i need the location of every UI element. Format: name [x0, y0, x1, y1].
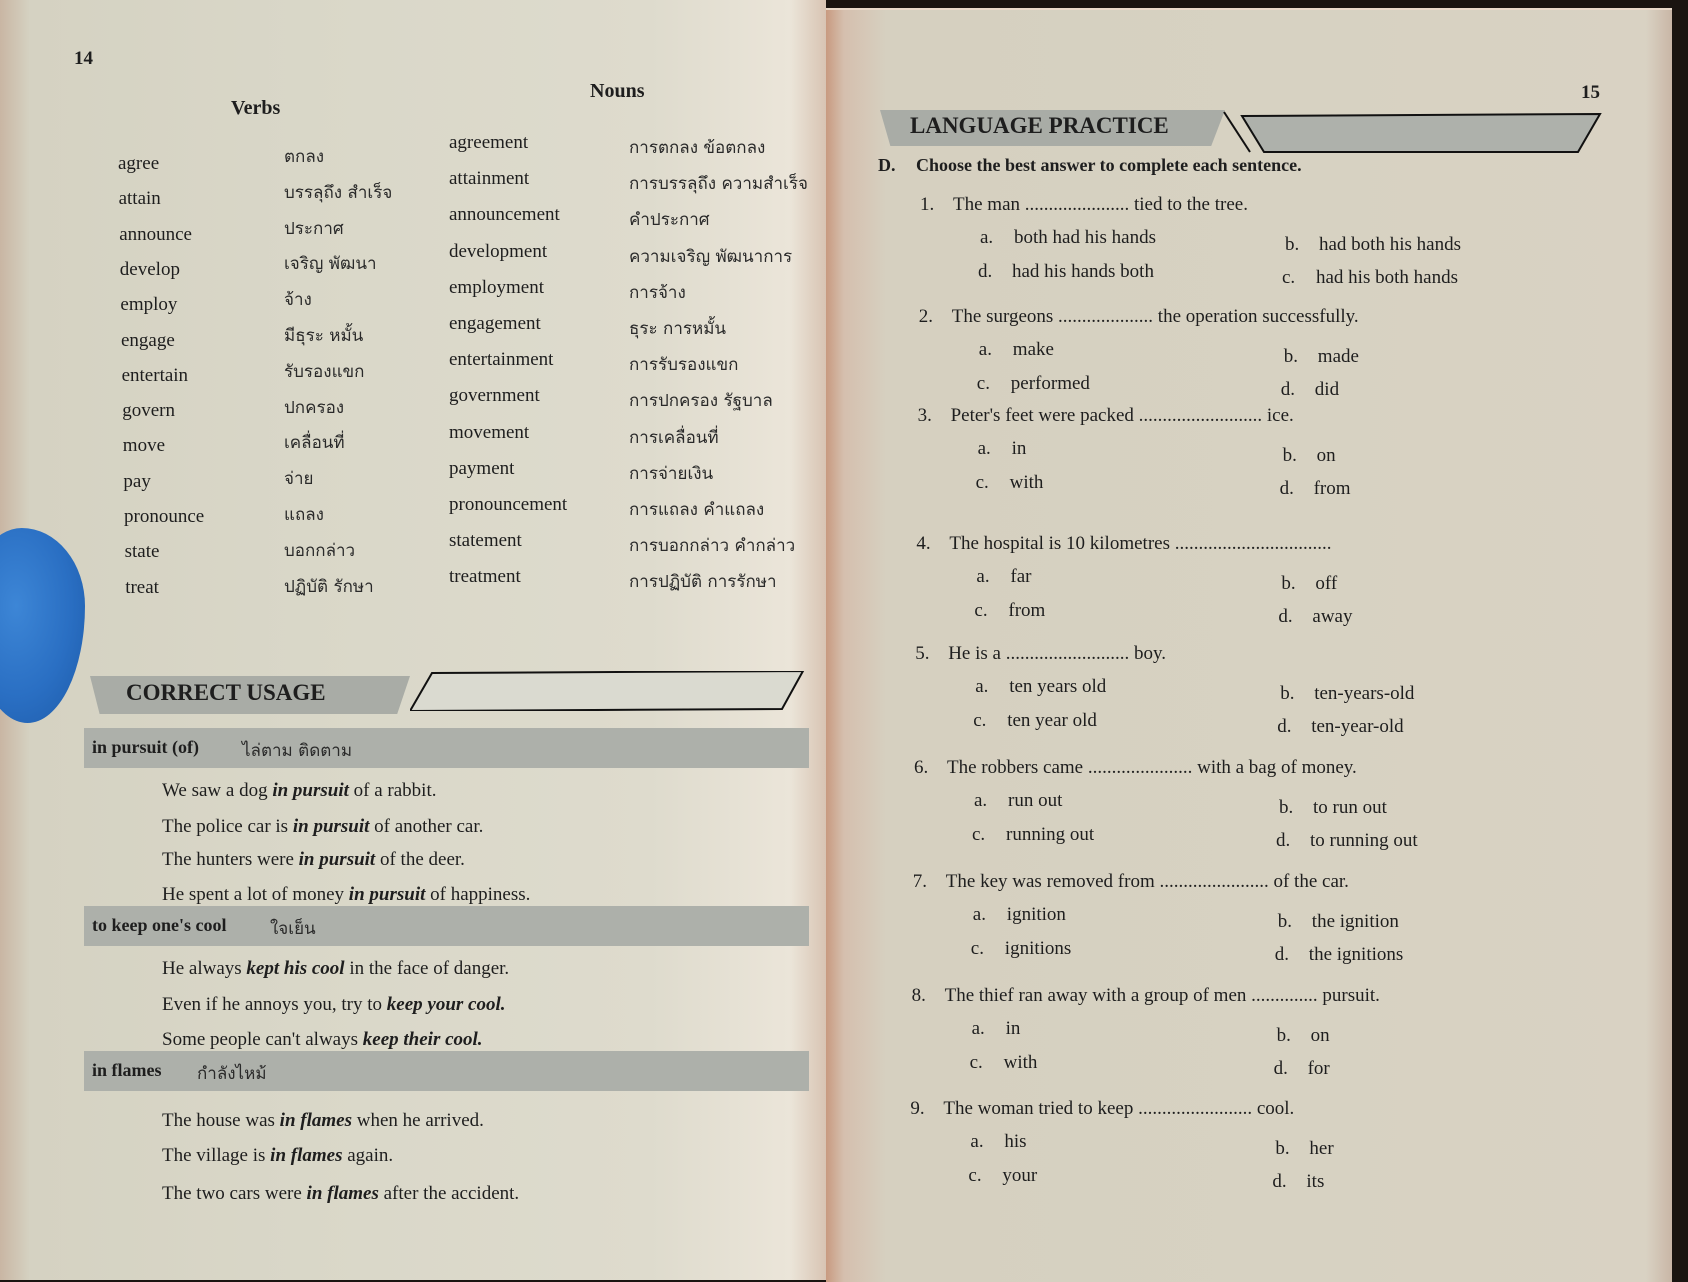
option-text: on — [1316, 445, 1336, 466]
option-text: make — [1012, 339, 1054, 360]
question-text: The surgeons .................... the operation successfully. — [951, 306, 1359, 327]
answer-option[interactable] — [1282, 267, 1458, 289]
verb-thai: ประกาศ — [284, 218, 344, 239]
answer-option[interactable] — [1278, 606, 1352, 628]
option-letter: c. — [973, 710, 987, 731]
exercise-letter: D. — [878, 155, 896, 175]
verb-word: agree — [118, 153, 160, 174]
option-text: ignition — [1006, 904, 1066, 925]
answer-option[interactable] — [1272, 1171, 1324, 1193]
option-text: ten years old — [1009, 676, 1107, 697]
banner-decoration-right — [1222, 110, 1602, 156]
option-text: performed — [1010, 373, 1090, 394]
option-letter: a. — [976, 566, 990, 587]
option-letter: d. — [1273, 1058, 1288, 1079]
option-text: had his both hands — [1316, 267, 1458, 288]
verb-thai: มีธุระ หมั้น — [284, 326, 364, 346]
verb-thai: จ้าง — [284, 290, 312, 311]
option-text: his — [1004, 1131, 1027, 1152]
answer-option[interactable] — [1280, 683, 1414, 705]
noun-thai: การปกครอง รัฐบาล — [629, 391, 773, 412]
noun-thai: การบรรลุถึง ความสำเร็จ — [629, 174, 808, 195]
example-text: The police car is — [162, 816, 293, 837]
example-text: in the face of danger. — [344, 958, 510, 979]
question-number: 7. — [912, 871, 928, 892]
answer-option[interactable] — [972, 1018, 1021, 1040]
option-letter: d. — [1280, 379, 1296, 400]
example-emphasis: keep your cool. — [386, 994, 506, 1015]
option-text: running out — [1006, 824, 1095, 845]
noun-thai: การตกลง ข้อตกลง — [629, 138, 766, 158]
option-text: with — [1009, 472, 1044, 493]
option-text: far — [1010, 566, 1032, 587]
answer-option[interactable] — [975, 676, 1106, 698]
option-text: from — [1008, 600, 1046, 621]
option-letter: c. — [1282, 267, 1296, 288]
answer-option[interactable] — [973, 710, 1097, 732]
noun-thai: ธุระ การหมั้น — [629, 319, 727, 339]
answer-option[interactable] — [978, 261, 1154, 283]
idiom-thai: ใจเย็น — [270, 919, 316, 939]
option-letter: b. — [1279, 797, 1294, 818]
answer-option[interactable] — [968, 1165, 1037, 1187]
verb-word: announce — [119, 223, 192, 245]
language-practice-title: LANGUAGE PRACTICE — [910, 113, 1169, 138]
idiom-phrase: to keep one's cool — [92, 915, 227, 935]
option-text: your — [1002, 1165, 1038, 1186]
example-emphasis: in pursuit — [298, 849, 376, 870]
option-letter: c. — [972, 824, 986, 845]
question-text: The robbers came ...................... with a bag of money. — [947, 757, 1357, 778]
answer-option[interactable] — [974, 790, 1062, 812]
noun-word: treatment — [449, 566, 521, 588]
option-letter: d. — [1278, 606, 1293, 627]
question-text: He is a .......................... boy. — [948, 643, 1166, 664]
example-sentence — [162, 1145, 393, 1167]
correct-usage-title: CORRECT USAGE — [126, 680, 326, 705]
option-letter: c. — [976, 373, 990, 394]
nouns-header: Nouns — [590, 80, 645, 102]
banner-decoration — [410, 671, 805, 711]
option-letter: a. — [980, 227, 994, 248]
option-letter: b. — [1281, 573, 1296, 594]
option-text: both had his hands — [1014, 227, 1156, 248]
verb-word: attain — [118, 188, 161, 210]
verb-word: develop — [119, 258, 180, 280]
option-text: off — [1315, 573, 1338, 594]
noun-word: development — [449, 240, 548, 262]
answer-option[interactable] — [977, 373, 1090, 395]
answer-option[interactable] — [1280, 478, 1351, 500]
option-letter: d. — [978, 261, 993, 282]
option-letter: b. — [1275, 1138, 1290, 1159]
option-letter: c. — [969, 1052, 983, 1073]
page-number-right: 15 — [1581, 82, 1600, 103]
answer-option[interactable] — [972, 824, 1094, 846]
example-emphasis: in flames — [279, 1110, 352, 1131]
option-letter: d. — [1279, 478, 1294, 499]
question-number: 2. — [918, 306, 934, 327]
verb-thai: บอกกล่าว — [284, 540, 356, 561]
example-text: when he arrived. — [351, 1110, 484, 1131]
option-text: ten year old — [1007, 710, 1097, 731]
noun-word: employment — [449, 276, 544, 298]
answer-option[interactable] — [974, 600, 1045, 622]
option-letter: a. — [974, 790, 988, 811]
option-text: in — [1011, 438, 1027, 459]
answer-option[interactable] — [1284, 346, 1359, 368]
noun-word: government — [449, 385, 540, 407]
noun-thai: การเคลื่อนที่ — [629, 427, 719, 448]
verb-word: state — [124, 541, 160, 563]
noun-thai: การรับรองแขก — [629, 355, 739, 376]
option-letter: c. — [970, 938, 984, 959]
example-text: after the accident. — [378, 1183, 520, 1204]
verb-word: pay — [123, 470, 151, 492]
option-text: her — [1309, 1138, 1334, 1159]
question-text: The thief ran away with a group of men .............. pursuit. — [944, 985, 1380, 1006]
question-text: The man ...................... tied to the tree. — [953, 194, 1248, 215]
verb-word: entertain — [121, 364, 189, 386]
answer-option[interactable] — [1283, 445, 1336, 467]
option-text: for — [1307, 1058, 1330, 1079]
noun-thai: การปฏิบัติ การรักษา — [629, 572, 777, 593]
option-letter: c. — [968, 1165, 982, 1186]
option-letter: b. — [1285, 234, 1300, 255]
example-text: The two cars were — [162, 1183, 307, 1204]
answer-option[interactable] — [1279, 797, 1387, 819]
question-number: 8. — [911, 985, 926, 1006]
answer-option[interactable] — [978, 438, 1027, 460]
verb-thai: ปฏิบัติ รักษา — [284, 576, 374, 597]
option-text: ten-years-old — [1314, 683, 1415, 704]
verb-thai: ปกครอง — [284, 397, 345, 418]
example-emphasis: in pursuit — [292, 816, 370, 837]
option-text: on — [1310, 1025, 1330, 1046]
option-text: ignitions — [1004, 938, 1072, 959]
example-text: The house was — [162, 1110, 280, 1131]
answer-option[interactable] — [1276, 830, 1418, 852]
example-sentence — [162, 1110, 484, 1132]
verb-thai: เคลื่อนที่ — [284, 433, 345, 454]
answer-option[interactable] — [1275, 944, 1403, 966]
answer-option[interactable] — [970, 1052, 1038, 1074]
example-emphasis: in pursuit — [348, 884, 426, 905]
option-text: to running out — [1310, 830, 1418, 851]
noun-thai: ความเจริญ พัฒนาการ — [629, 246, 793, 267]
option-text: run out — [1008, 790, 1063, 811]
example-text: again. — [342, 1145, 394, 1166]
option-text: the ignition — [1311, 911, 1399, 932]
example-text: of happiness. — [425, 884, 531, 905]
option-text: to run out — [1313, 797, 1387, 818]
noun-word: attainment — [449, 168, 530, 190]
answer-option[interactable] — [971, 938, 1072, 960]
example-sentence — [162, 884, 530, 906]
exercise-instruction: Choose the best answer to complete each sentence. — [916, 155, 1302, 175]
verb-thai: เจริญ พัฒนา — [284, 254, 377, 275]
question-number: 9. — [910, 1098, 925, 1119]
option-text: in — [1005, 1018, 1021, 1039]
option-text: ten-year-old — [1311, 716, 1404, 737]
verb-thai: บรรลุถึง สำเร็จ — [284, 182, 393, 203]
question-number: 3. — [917, 405, 932, 426]
noun-word: statement — [449, 530, 522, 552]
question-text: The woman tried to keep ........................ cool. — [943, 1098, 1295, 1119]
left-page — [0, 0, 826, 1280]
option-letter: b. — [1276, 1025, 1291, 1046]
question-number: 5. — [915, 643, 930, 664]
answer-option[interactable] — [979, 339, 1054, 361]
option-text: had both his hands — [1319, 234, 1461, 255]
verb-word: treat — [125, 576, 159, 598]
noun-thai: การจ้าง — [629, 282, 686, 303]
idiom-phrase: in flames — [92, 1060, 162, 1080]
verb-word: pronounce — [124, 506, 205, 527]
example-emphasis: in flames — [306, 1183, 379, 1204]
verb-word: employ — [120, 294, 178, 316]
example-text: of a rabbit. — [348, 780, 437, 801]
noun-thai: การจ่ายเงิน — [629, 463, 714, 484]
option-letter: a. — [972, 904, 986, 925]
example-sentence — [162, 780, 436, 802]
verb-word: govern — [122, 400, 175, 422]
question-number: 6. — [914, 757, 929, 778]
answer-option[interactable] — [976, 472, 1044, 494]
verb-word: move — [122, 435, 166, 457]
noun-word: engagement — [449, 313, 541, 334]
example-sentence — [162, 816, 483, 838]
option-letter: d. — [1277, 716, 1292, 737]
option-letter: b. — [1282, 445, 1297, 466]
question-text: The key was removed from ....................... of the car. — [945, 871, 1349, 892]
noun-word: movement — [449, 421, 530, 443]
question-number: 4. — [916, 533, 931, 554]
example-sentence — [162, 994, 506, 1016]
idiom-bar — [84, 1051, 809, 1091]
verb-word: engage — [121, 329, 175, 351]
example-text: He spent a lot of money — [162, 884, 349, 905]
example-text: The hunters were — [162, 849, 299, 870]
verb-thai: จ่าย — [284, 469, 314, 490]
answer-option[interactable] — [1275, 1138, 1333, 1160]
example-emphasis: in flames — [270, 1145, 343, 1166]
verb-thai: ตกลง — [284, 147, 325, 167]
option-letter: b. — [1277, 911, 1293, 932]
option-text: the ignitions — [1308, 944, 1404, 965]
verb-thai: แถลง — [284, 505, 324, 525]
option-letter: a. — [975, 676, 989, 697]
noun-thai: การบอกกล่าว คำกล่าว — [629, 536, 796, 557]
answer-option[interactable] — [1281, 379, 1339, 401]
answer-option[interactable] — [1277, 716, 1403, 738]
idiom-phrase: in pursuit (of) — [92, 737, 200, 757]
example-sentence — [162, 849, 465, 871]
answer-option[interactable] — [973, 904, 1066, 926]
option-letter: a. — [970, 1131, 984, 1152]
noun-word: entertainment — [449, 349, 554, 371]
option-text: with — [1003, 1052, 1038, 1073]
option-letter: c. — [975, 472, 989, 493]
answer-option[interactable] — [970, 1131, 1026, 1153]
verbs-header: Verbs — [231, 97, 281, 119]
option-letter: a. — [978, 339, 992, 360]
option-letter: b. — [1283, 346, 1299, 367]
example-text: Even if he annoys you, try to — [162, 994, 387, 1015]
noun-word: payment — [449, 457, 515, 479]
example-text: He always — [162, 958, 247, 979]
thumb-glove — [0, 528, 85, 723]
answer-option[interactable] — [1278, 911, 1399, 933]
answer-option[interactable] — [980, 227, 1156, 249]
answer-option[interactable] — [976, 566, 1031, 588]
verb-thai: รับรองแขก — [284, 361, 365, 382]
noun-word: announcement — [449, 204, 560, 226]
answer-option[interactable] — [1277, 1025, 1330, 1047]
example-text: Some people can't always — [162, 1029, 363, 1050]
option-text: away — [1312, 606, 1353, 627]
noun-word: pronouncement — [449, 494, 568, 515]
example-text: of another car. — [369, 816, 484, 837]
question-text: The hospital is 10 kilometres ................................. — [949, 533, 1332, 554]
option-text: its — [1306, 1171, 1325, 1192]
noun-thai: การแถลง คำแถลง — [629, 500, 765, 520]
example-sentence — [162, 1029, 483, 1051]
answer-option[interactable] — [1281, 573, 1337, 595]
question-number: 1. — [920, 194, 935, 215]
example-emphasis: in pursuit — [272, 780, 349, 801]
example-text: of the deer. — [375, 849, 465, 870]
idiom-thai: กำลังไหม้ — [197, 1064, 267, 1084]
option-letter: a. — [971, 1018, 985, 1039]
question-text: Peter's feet were packed .......................... ice. — [950, 405, 1294, 426]
option-text: did — [1314, 379, 1340, 400]
example-sentence — [162, 1183, 519, 1205]
noun-word: agreement — [449, 132, 529, 153]
option-letter: d. — [1276, 830, 1291, 851]
option-letter: c. — [974, 600, 988, 621]
option-letter: d. — [1272, 1171, 1287, 1192]
noun-thai: คำประกาศ — [629, 210, 710, 231]
option-letter: d. — [1274, 944, 1290, 965]
option-text: from — [1313, 478, 1351, 499]
option-text: made — [1317, 346, 1359, 367]
option-letter: a. — [977, 438, 991, 459]
answer-option[interactable] — [1285, 234, 1461, 256]
option-letter: b. — [1280, 683, 1295, 704]
idiom-thai: ไล่ตาม ติดตาม — [242, 741, 353, 761]
example-emphasis: kept his cool — [246, 958, 345, 979]
example-text: The village is — [162, 1145, 271, 1166]
answer-option[interactable] — [1274, 1058, 1330, 1080]
example-sentence — [162, 958, 509, 980]
example-text: We saw a dog — [162, 780, 273, 801]
option-text: had his hands both — [1012, 261, 1154, 282]
page-number-left: 14 — [74, 48, 93, 69]
example-emphasis: keep their cool. — [362, 1029, 483, 1050]
